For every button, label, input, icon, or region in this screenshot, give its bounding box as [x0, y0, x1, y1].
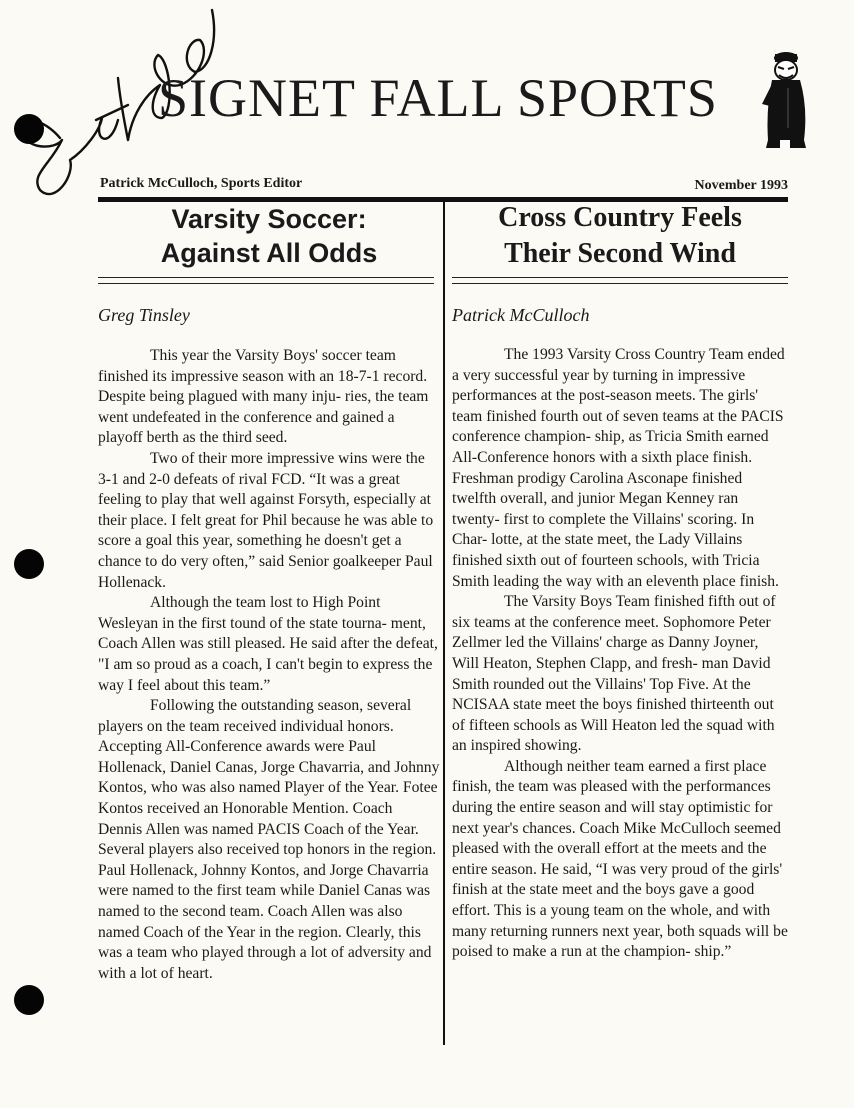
- binder-hole: [14, 114, 44, 144]
- headline-line: Their Second Wind: [504, 238, 736, 269]
- cross-country-headline: [452, 200, 788, 272]
- masthead-title: SIGNET FALL SPORTS: [158, 68, 718, 128]
- headline-line: Varsity Soccer:: [171, 204, 367, 234]
- article-paragraph: Although the team lost to High Point Wesleyan in the first tound of the state tourna- ment, Coach Allen was still pleased. He said after the defeat, "I am so proud as a coach, I can't begin to express the way I feel about this team.”: [98, 594, 438, 694]
- headline-rule: [98, 277, 434, 284]
- sports-editor-credit: Patrick McCulloch, Sports Editor: [100, 176, 303, 191]
- soccer-headline: [98, 202, 440, 270]
- cross-country-author: Patrick McCulloch: [452, 305, 590, 325]
- column-divider: [443, 202, 445, 1045]
- soccer-author: Greg Tinsley: [98, 305, 190, 325]
- article-paragraph: The Varsity Boys Team finished fifth out of six teams at the conference meet. Sophomore Peter Zellmer led the Villains' charge as Danny Joyner, Will Heaton, Stephen Clapp, and fresh- man David Smith rounded out the Villains' Top Five. At the NCISAA state meet the boys finished thirteenth out of fifteen schools as Will Heaton led the squad with an inspired showing.: [452, 593, 776, 755]
- binder-hole: [14, 985, 44, 1015]
- article-paragraph: Following the outstanding season, several players on the team received individual honors. Accepting All-Conference awards were Paul Hollenack, Daniel Canas, Jorge Chavarria, and Johnny Kontos, who was also named Player of the Year. Fotee Kontos received an Honorable Mention. Coach Dennis Allen was named PACIS Coach of the Year. Several players also received top honors in the region. Paul Hollenack, Johnny Kontos, and Jorge Chavarria were named to the first team while Daniel Canas was named to the second team. Coach Allen was also named Coach of the Year in the region. Clearly, this was a team who played through a lot of adversity and with a lot of heart.: [98, 697, 440, 982]
- headline-line: Cross Country Feels: [498, 202, 742, 233]
- binder-hole: [14, 549, 44, 579]
- headline-rule: [452, 277, 788, 284]
- article-paragraph: Although neither team earned a first place finish, the team was pleased with the performances during the entire season and will stay optimistic for next year's chances. Coach Mike McCulloch seemed pleased with the overall effort at the meets and the entire season. He said, “I was very proud of the girls' finish at the state meet and the boys gave a good effort. This is a young team on the whole, and with many returning runners next year, both squads will be poised to make a run at the champion- ship.”: [452, 757, 788, 961]
- soccer-article-body: [98, 346, 440, 984]
- villain-mascot-logo: [758, 48, 818, 158]
- article-paragraph: The 1993 Varsity Cross Country Team ended a very successful year by turning in impressive performances at the post-season meets. The girls' team finished fourth out of seven teams at the PACIS conference champion- ship, as Tricia Smith earned All-Conference honors with a sixth place finish. Freshman prodigy Carolina Asconape finished twelfth overall, and junior Megan Kenney ran twenty- first to complete the Villains' scoring. In Char- lotte, at the state meet, the Lady Villains finished sixth out of fourteen schools, with Tricia Smith leading the way with an eleventh place finish.: [452, 346, 785, 590]
- cross-country-article-body: [452, 345, 788, 963]
- article-paragraph: This year the Varsity Boys' soccer team finished its impressive season with an 18-7-1 record. Despite being plagued with many inju- ries, the team went undefeated in the conference and gained a playoff berth as the third seed.: [98, 347, 429, 447]
- issue-date: November 1993: [694, 178, 788, 193]
- headline-line: Against All Odds: [160, 238, 378, 268]
- article-paragraph: Two of their more impressive wins were the 3-1 and 2-0 defeats of rival FCD. “It was a great feeling to play that well against Forsyth, especially at their place. I felt great for Phil because he was able to score a goal this year, something he doesn't get a chance to do very often,” said Senior goalkeeper Paul Hollenack.: [98, 449, 434, 591]
